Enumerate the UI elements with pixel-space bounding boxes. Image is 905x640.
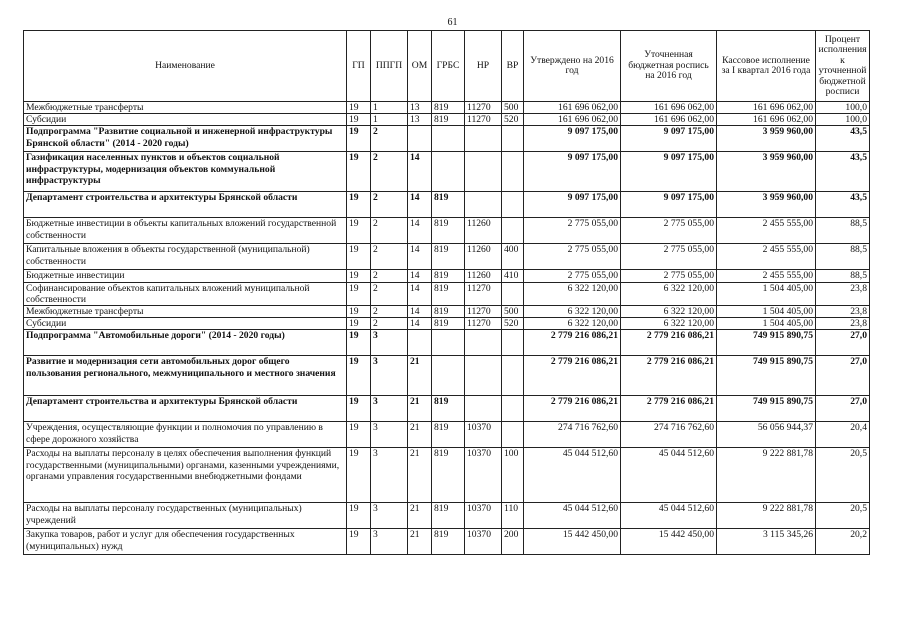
- row-om: 14: [408, 218, 432, 244]
- row-cash: 2 455 555,00: [717, 270, 816, 282]
- row-approved: 274 716 762,60: [524, 422, 621, 448]
- row-percent: 100,0: [816, 102, 870, 114]
- row-name: Капитальные вложения в объекты государственной (муниципальной) собственности: [24, 244, 347, 270]
- row-name: Закупка товаров, работ и услуг для обеспечения государственных (муниципальных) нужд: [24, 529, 347, 555]
- row-cash: 749 915 890,75: [717, 330, 816, 356]
- row-vr: 520: [502, 114, 524, 126]
- row-ppgp: 3: [371, 448, 408, 503]
- row-om: 13: [408, 102, 432, 114]
- row-percent: 43,5: [816, 152, 870, 192]
- row-nr: 10370: [465, 422, 502, 448]
- row-refined: 9 097 175,00: [621, 152, 717, 192]
- row-approved: 45 044 512,60: [524, 503, 621, 529]
- row-name: Расходы на выплаты персоналу в целях обеспечения выполнения функций государственными (муниципальными) органами, казенными учреждениями, органами управления государственными внебюджетными фондами: [24, 448, 347, 503]
- row-refined: 2 779 216 086,21: [621, 396, 717, 422]
- row-vr: [502, 282, 524, 305]
- row-ppgp: 2: [371, 126, 408, 152]
- budget-table: [23, 30, 870, 555]
- row-nr: 11270: [465, 318, 502, 330]
- row-vr: 110: [502, 503, 524, 529]
- row-ppgp: 1: [371, 102, 408, 114]
- table-row: [24, 529, 870, 555]
- header-percent: Процент исполнения к уточненной бюджетной росписи: [816, 31, 870, 102]
- row-gp: 19: [347, 330, 371, 356]
- row-vr: [502, 152, 524, 192]
- row-refined: 9 097 175,00: [621, 192, 717, 218]
- row-om: 14: [408, 192, 432, 218]
- row-ppgp: 2: [371, 270, 408, 282]
- row-gp: 19: [347, 356, 371, 396]
- header-ppgp: ППГП: [371, 31, 408, 102]
- row-percent: 27,0: [816, 396, 870, 422]
- row-grbs: 819: [432, 318, 465, 330]
- page-number: 61: [447, 17, 458, 28]
- row-nr: 11270: [465, 306, 502, 318]
- row-name: Межбюджетные трансферты: [24, 102, 347, 114]
- table-row: [24, 306, 870, 318]
- header-gp: ГП: [347, 31, 371, 102]
- row-grbs: 819: [432, 422, 465, 448]
- row-approved: 2 775 055,00: [524, 270, 621, 282]
- row-name: Газификация населенных пунктов и объектов социальной инфраструктуры, модернизация объектов коммунальной инфраструктуры: [24, 152, 347, 192]
- row-name: Подпрограмма "Развитие социальной и инженерной инфраструктуры Брянской области" (2014 - 2020 годы): [24, 126, 347, 152]
- row-grbs: 819: [432, 306, 465, 318]
- row-grbs: [432, 330, 465, 356]
- row-om: 14: [408, 270, 432, 282]
- row-approved: 2 775 055,00: [524, 244, 621, 270]
- row-approved: 45 044 512,60: [524, 448, 621, 503]
- row-gp: 19: [347, 152, 371, 192]
- row-om: 14: [408, 152, 432, 192]
- row-vr: [502, 192, 524, 218]
- row-grbs: [432, 152, 465, 192]
- row-grbs: 819: [432, 192, 465, 218]
- table-row: [24, 218, 870, 244]
- row-ppgp: 2: [371, 244, 408, 270]
- row-om: [408, 330, 432, 356]
- row-grbs: 819: [432, 448, 465, 503]
- row-grbs: 819: [432, 218, 465, 244]
- row-approved: 2 779 216 086,21: [524, 396, 621, 422]
- row-om: 14: [408, 244, 432, 270]
- row-gp: 19: [347, 448, 371, 503]
- table-row: [24, 244, 870, 270]
- row-refined: 2 775 055,00: [621, 218, 717, 244]
- row-grbs: [432, 356, 465, 396]
- row-cash: 3 959 960,00: [717, 192, 816, 218]
- row-vr: [502, 126, 524, 152]
- row-ppgp: 3: [371, 396, 408, 422]
- row-name: Бюджетные инвестиции: [24, 270, 347, 282]
- row-ppgp: 1: [371, 114, 408, 126]
- row-approved: 15 442 450,00: [524, 529, 621, 555]
- header-vr: ВР: [502, 31, 524, 102]
- row-cash: 3 115 345,26: [717, 529, 816, 555]
- row-grbs: 819: [432, 529, 465, 555]
- row-cash: 9 222 881,78: [717, 448, 816, 503]
- row-percent: 27,0: [816, 330, 870, 356]
- table-row: [24, 396, 870, 422]
- row-refined: 161 696 062,00: [621, 114, 717, 126]
- row-percent: 88,5: [816, 244, 870, 270]
- row-nr: 11270: [465, 114, 502, 126]
- row-grbs: 819: [432, 102, 465, 114]
- row-approved: 2 775 055,00: [524, 218, 621, 244]
- row-approved: 161 696 062,00: [524, 114, 621, 126]
- row-refined: 6 322 120,00: [621, 318, 717, 330]
- row-gp: 19: [347, 192, 371, 218]
- row-refined: 161 696 062,00: [621, 102, 717, 114]
- row-cash: 749 915 890,75: [717, 356, 816, 396]
- row-name: Департамент строительства и архитектуры Брянской области: [24, 192, 347, 218]
- row-vr: 500: [502, 306, 524, 318]
- row-gp: 19: [347, 114, 371, 126]
- row-refined: 2 779 216 086,21: [621, 330, 717, 356]
- row-om: 13: [408, 114, 432, 126]
- row-grbs: [432, 126, 465, 152]
- row-cash: 1 504 405,00: [717, 318, 816, 330]
- row-refined: 274 716 762,60: [621, 422, 717, 448]
- row-ppgp: 2: [371, 218, 408, 244]
- row-grbs: 819: [432, 114, 465, 126]
- row-percent: 20,5: [816, 503, 870, 529]
- row-gp: 19: [347, 396, 371, 422]
- header-om: ОМ: [408, 31, 432, 102]
- row-vr: 100: [502, 448, 524, 503]
- row-percent: 23,8: [816, 306, 870, 318]
- row-refined: 6 322 120,00: [621, 306, 717, 318]
- row-ppgp: 3: [371, 503, 408, 529]
- row-nr: 11270: [465, 102, 502, 114]
- row-gp: 19: [347, 102, 371, 114]
- row-percent: 23,8: [816, 282, 870, 305]
- row-nr: 11270: [465, 282, 502, 305]
- row-approved: 6 322 120,00: [524, 318, 621, 330]
- row-gp: 19: [347, 422, 371, 448]
- row-cash: 1 504 405,00: [717, 282, 816, 305]
- row-name: Межбюджетные трансферты: [24, 306, 347, 318]
- row-percent: 88,5: [816, 218, 870, 244]
- row-approved: 161 696 062,00: [524, 102, 621, 114]
- table-row: [24, 114, 870, 126]
- row-nr: [465, 330, 502, 356]
- row-percent: 20,5: [816, 448, 870, 503]
- row-nr: 11260: [465, 218, 502, 244]
- row-percent: 27,0: [816, 356, 870, 396]
- row-gp: 19: [347, 318, 371, 330]
- row-grbs: 819: [432, 396, 465, 422]
- row-cash: 3 959 960,00: [717, 152, 816, 192]
- row-name: Софинансирование объектов капитальных вложений муниципальной собственности: [24, 282, 347, 305]
- row-vr: 500: [502, 102, 524, 114]
- header-cash: Кассовое исполнение за I квартал 2016 года: [717, 31, 816, 102]
- row-percent: 20,2: [816, 529, 870, 555]
- row-om: 14: [408, 306, 432, 318]
- row-ppgp: 2: [371, 192, 408, 218]
- row-vr: 410: [502, 270, 524, 282]
- row-percent: 43,5: [816, 126, 870, 152]
- row-ppgp: 3: [371, 356, 408, 396]
- table-row: [24, 282, 870, 305]
- table-row: [24, 503, 870, 529]
- row-approved: 6 322 120,00: [524, 282, 621, 305]
- row-ppgp: 2: [371, 282, 408, 305]
- row-om: 21: [408, 422, 432, 448]
- row-gp: 19: [347, 244, 371, 270]
- row-vr: [502, 356, 524, 396]
- row-approved: 9 097 175,00: [524, 192, 621, 218]
- row-name: Учреждения, осуществляющие функции и полномочия по управлению в сфере дорожного хозяйства: [24, 422, 347, 448]
- row-cash: 749 915 890,75: [717, 396, 816, 422]
- row-nr: 11260: [465, 244, 502, 270]
- row-nr: 10370: [465, 529, 502, 555]
- table-row: [24, 318, 870, 330]
- table-header-row: [24, 31, 870, 102]
- table-row: [24, 270, 870, 282]
- row-ppgp: 3: [371, 422, 408, 448]
- row-cash: 2 455 555,00: [717, 218, 816, 244]
- row-approved: 2 779 216 086,21: [524, 356, 621, 396]
- row-percent: 20,4: [816, 422, 870, 448]
- header-name: Наименование: [24, 31, 347, 102]
- header-grbs: ГРБС: [432, 31, 465, 102]
- row-om: 21: [408, 448, 432, 503]
- row-cash: 3 959 960,00: [717, 126, 816, 152]
- row-vr: [502, 218, 524, 244]
- row-ppgp: 2: [371, 306, 408, 318]
- row-refined: 9 097 175,00: [621, 126, 717, 152]
- row-cash: 9 222 881,78: [717, 503, 816, 529]
- row-refined: 6 322 120,00: [621, 282, 717, 305]
- row-percent: 100,0: [816, 114, 870, 126]
- row-nr: [465, 356, 502, 396]
- row-name: Субсидии: [24, 114, 347, 126]
- row-nr: 11260: [465, 270, 502, 282]
- row-name: Подпрограмма "Автомобильные дороги" (2014 - 2020 годы): [24, 330, 347, 356]
- header-nr: НР: [465, 31, 502, 102]
- row-vr: 520: [502, 318, 524, 330]
- row-refined: 2 779 216 086,21: [621, 356, 717, 396]
- row-gp: 19: [347, 282, 371, 305]
- row-approved: 9 097 175,00: [524, 152, 621, 192]
- row-gp: 19: [347, 270, 371, 282]
- row-gp: 19: [347, 503, 371, 529]
- row-nr: [465, 126, 502, 152]
- row-om: 14: [408, 318, 432, 330]
- row-om: 21: [408, 529, 432, 555]
- row-vr: [502, 330, 524, 356]
- row-nr: [465, 396, 502, 422]
- row-cash: 1 504 405,00: [717, 306, 816, 318]
- row-grbs: 819: [432, 244, 465, 270]
- row-cash: 56 056 944,37: [717, 422, 816, 448]
- row-nr: 10370: [465, 503, 502, 529]
- row-approved: 6 322 120,00: [524, 306, 621, 318]
- row-ppgp: 2: [371, 318, 408, 330]
- table-row: [24, 102, 870, 114]
- row-percent: 23,8: [816, 318, 870, 330]
- row-name: Развитие и модернизация сети автомобильных дорог общего пользования регионального, межмуниципального и местного значения: [24, 356, 347, 396]
- row-cash: 161 696 062,00: [717, 114, 816, 126]
- row-approved: 9 097 175,00: [524, 126, 621, 152]
- row-vr: 400: [502, 244, 524, 270]
- row-percent: 88,5: [816, 270, 870, 282]
- row-name: Субсидии: [24, 318, 347, 330]
- table-row: [24, 126, 870, 152]
- row-om: [408, 126, 432, 152]
- row-vr: 200: [502, 529, 524, 555]
- row-grbs: 819: [432, 282, 465, 305]
- row-name: Бюджетные инвестиции в объекты капитальных вложений государственной собственности: [24, 218, 347, 244]
- row-name: Департамент строительства и архитектуры Брянской области: [24, 396, 347, 422]
- row-refined: 2 775 055,00: [621, 244, 717, 270]
- row-nr: [465, 192, 502, 218]
- row-om: 21: [408, 396, 432, 422]
- row-vr: [502, 396, 524, 422]
- row-cash: 161 696 062,00: [717, 102, 816, 114]
- row-grbs: 819: [432, 270, 465, 282]
- row-refined: 2 775 055,00: [621, 270, 717, 282]
- row-om: 21: [408, 356, 432, 396]
- header-approved: Утверждено на 2016 год: [524, 31, 621, 102]
- row-nr: [465, 152, 502, 192]
- row-nr: 10370: [465, 448, 502, 503]
- row-refined: 45 044 512,60: [621, 448, 717, 503]
- table-row: [24, 422, 870, 448]
- row-grbs: 819: [432, 503, 465, 529]
- row-gp: 19: [347, 529, 371, 555]
- row-percent: 43,5: [816, 192, 870, 218]
- row-vr: [502, 422, 524, 448]
- row-refined: 15 442 450,00: [621, 529, 717, 555]
- table-row: [24, 192, 870, 218]
- row-om: 14: [408, 282, 432, 305]
- row-ppgp: 2: [371, 152, 408, 192]
- row-om: 21: [408, 503, 432, 529]
- row-gp: 19: [347, 218, 371, 244]
- header-refined: Уточненная бюджетная роспись на 2016 год: [621, 31, 717, 102]
- row-refined: 45 044 512,60: [621, 503, 717, 529]
- row-gp: 19: [347, 306, 371, 318]
- row-ppgp: 3: [371, 330, 408, 356]
- row-name: Расходы на выплаты персоналу государственных (муниципальных) учреждений: [24, 503, 347, 529]
- row-ppgp: 3: [371, 529, 408, 555]
- table-row: [24, 330, 870, 356]
- table-row: [24, 448, 870, 503]
- row-approved: 2 779 216 086,21: [524, 330, 621, 356]
- table-row: [24, 152, 870, 192]
- row-cash: 2 455 555,00: [717, 244, 816, 270]
- table-row: [24, 356, 870, 396]
- row-gp: 19: [347, 126, 371, 152]
